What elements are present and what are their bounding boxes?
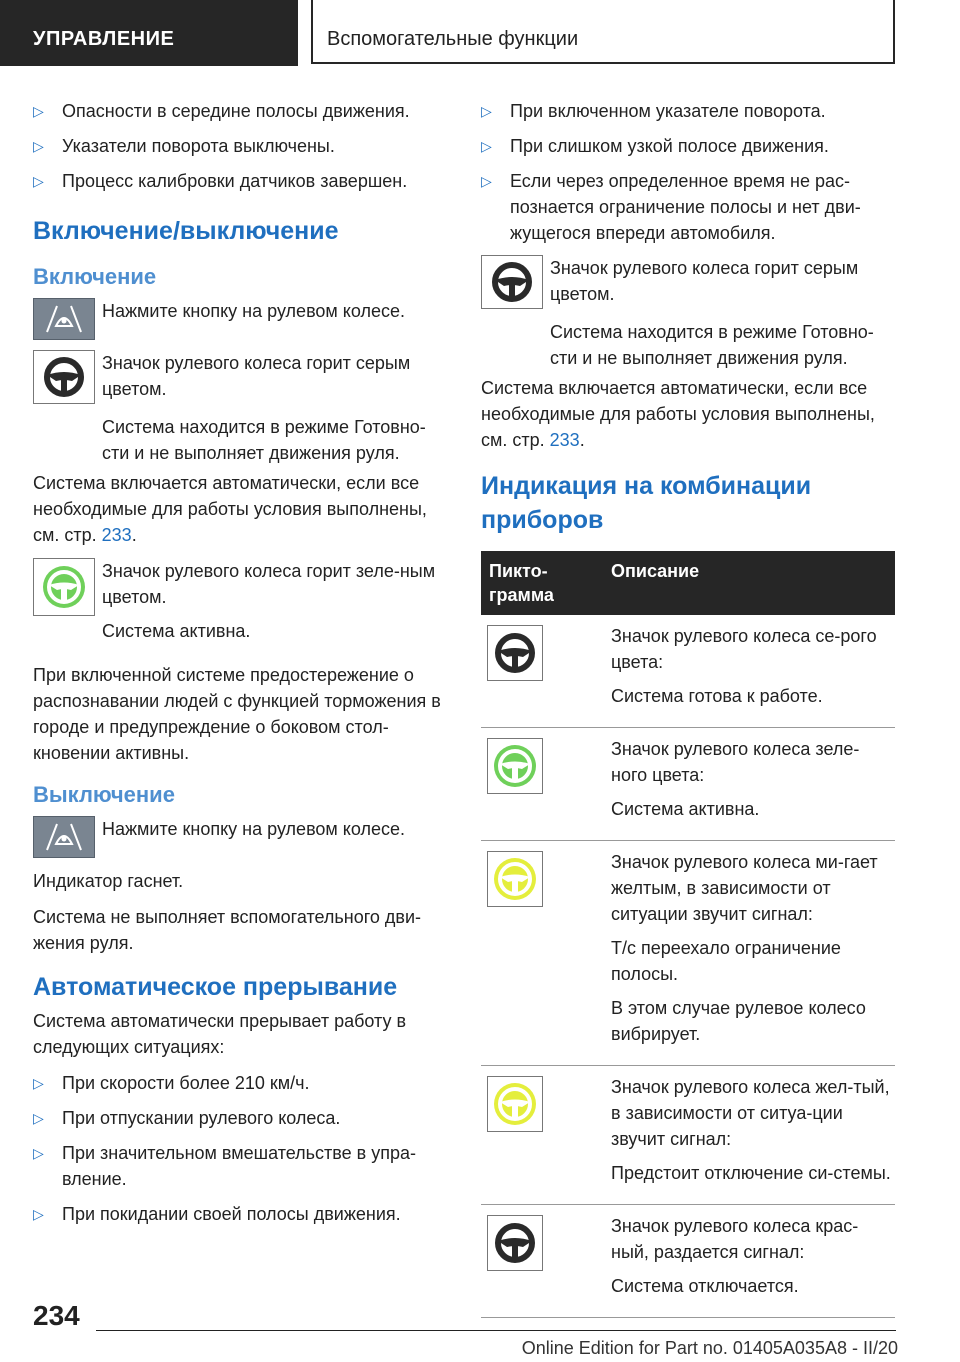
button-instruction-off: Нажмите кнопку на рулевом колесе. <box>33 816 447 858</box>
list-item: ▷ Если через определенное время не рас-познается ограничение полосы и нет дви-жущегося впереди автомобиля. <box>481 168 895 246</box>
auto-on-paragraph: Система включается автоматически, если все необходимые для работы условия выполнены, см. стр. 233. <box>33 473 427 545</box>
table-row: Значок рулевого колеса жел-тый, в зависимости от ситуа-ции звучит сигнал: Предстоит отключение си-стемы. <box>481 1066 895 1205</box>
section-header: УПРАВЛЕНИЕ <box>0 0 298 66</box>
steering-wheel-grey-icon <box>487 625 543 681</box>
grey-wheel-info: Значок рулевого колеса горит серым цветом. <box>33 350 447 410</box>
list-item: ▷ Процесс калибровки датчиков завершен. <box>33 168 447 194</box>
list-item: ▷ При скорости более 210 км/ч. <box>33 1070 447 1096</box>
list-item: ▷ При покидании своей полосы движения. <box>33 1201 447 1227</box>
steering-wheel-grey-icon <box>481 255 543 309</box>
table-row: Значок рулевого колеса крас-ный, раздается сигнал: Система отключается. <box>481 1205 895 1318</box>
steering-wheel-yellow-blinking-icon <box>487 851 543 907</box>
heading-interrupt: Автоматическое прерывание <box>33 973 398 1001</box>
footer-divider <box>96 1330 896 1331</box>
list-item: ▷ Указатели поворота выключены. <box>33 133 447 159</box>
lane-assist-button-icon <box>33 816 95 858</box>
indicator-table <box>481 551 895 1318</box>
steering-wheel-green-icon <box>33 558 95 616</box>
heading-on-off: Включение/выключение <box>33 217 339 245</box>
footer-edition: Online Edition for Part no. 01405A035A8 - II/20 <box>521 1338 898 1358</box>
page-link[interactable]: 233 <box>101 525 132 545</box>
heading-on: Включение <box>33 264 157 289</box>
list-item: ▷ При значительном вмешательстве в упра-вление. <box>33 1140 447 1192</box>
triangle-bullet-icon: ▷ <box>481 173 492 189</box>
heading-off: Выключение <box>33 782 175 807</box>
page-title: Вспомогательные функции <box>311 0 895 64</box>
triangle-bullet-icon: ▷ <box>33 103 44 119</box>
steering-wheel-grey-icon <box>33 350 95 404</box>
heading-display: Индикация на комбинации приборов <box>481 472 812 534</box>
triangle-bullet-icon: ▷ <box>33 138 44 154</box>
page-number: 234 <box>33 1300 80 1331</box>
steering-wheel-red-icon <box>487 1215 543 1271</box>
table-row: Значок рулевого колеса зеле-ного цвета: Система активна. <box>481 728 895 841</box>
triangle-bullet-icon: ▷ <box>481 103 492 119</box>
table-header: Пикто-грамма Описание <box>481 551 895 615</box>
list-item: ▷ При отпускании рулевого колеса. <box>33 1105 447 1131</box>
triangle-bullet-icon: ▷ <box>33 1145 44 1161</box>
left-column: ▷ Опасности в середине полосы движения. ▷ Указатели поворота выключены. ▷ Процесс калибровки датчиков завершен. Включение/выключение Включение Нажмите кнопку на рулевом колесе. Значок рулевого колеса горит серым цветом. Система находится в режиме Готовно-сти и не выполняет движения руля. Система включается автоматически, если все необходимые для работы условия выполнены, см. стр. 233. Значок рулевого колеса горит зеле-ным цветом. Система активна. При включенной системе предостережение о распознавании людей с функцией торможения в городе и предупреждение о боковом стол-кновении активны. Выключение Нажмите кнопку на рулевом колесе. Индикатор гаснет. Система не выполняет вспомогательного дви-жения руля. Автоматическое прерывание Система автоматически прерывает работу в следующих ситуациях: ▷ При скорости более 210 км/ч. ▷ При отпускании рулевого колеса. ▷ При значительном вмешательстве в упра-вление. ▷ При покидании своей полосы движения. <box>33 98 447 1236</box>
steering-wheel-green-icon <box>487 738 543 794</box>
page-link[interactable]: 233 <box>549 430 580 450</box>
triangle-bullet-icon: ▷ <box>481 138 492 154</box>
lane-assist-button-icon <box>33 298 95 340</box>
active-paragraph: При включенной системе предостережение о распознавании людей с функцией торможения в городе и предупреждение о боковом стол-кновении активны. <box>33 665 441 763</box>
list-item: ▷ При включенном указателе поворота. <box>481 98 895 124</box>
grey-wheel-info: Значок рулевого колеса горит серым цветом. <box>481 255 895 315</box>
list-item: ▷ При слишком узкой полосе движения. <box>481 133 895 159</box>
steering-wheel-yellow-icon <box>487 1076 543 1132</box>
list-item: ▷ Опасности в середине полосы движения. <box>33 98 447 124</box>
triangle-bullet-icon: ▷ <box>33 1206 44 1222</box>
green-wheel-info: Значок рулевого колеса горит зеле-ным цветом. Система активна. <box>33 558 447 652</box>
auto-on-paragraph: Система включается автоматически, если все необходимые для работы условия выполнены, см. стр. 233. <box>481 378 875 450</box>
triangle-bullet-icon: ▷ <box>33 173 44 189</box>
triangle-bullet-icon: ▷ <box>33 1110 44 1126</box>
right-column: ▷ При включенном указателе поворота. ▷ При слишком узкой полосе движения. ▷ Если через определенное время не рас-познается ограничение полосы и нет дви-жущегося впереди автомобиля. Значок рулевого колеса горит серым цветом. Система находится в режиме Готовно-сти и не выполняет движения руля. Система включается автоматически, если все необходимые для работы условия выполнены, см. стр. 233. Индикация на комбинации приборов Пикто-грамма Описание Значок рулевого колеса се-рого цвета: Система готова к работе. Значок рулевого колеса зеле-ного цвета: Система активна. Значок рулевого колеса ми-гает желтым, в зависимости от ситуации звучит сигнал: Т/с переехало ограничение полосы. В этом случае рулевое колесо вибрирует. Значок рулевого колеса жел-тый, в зависимости от ситуа-ции звучит сигнал: Предстоит отключение си-стемы. Значок рулевого колеса крас-ный, раздается сигнал: Система отключается. <box>481 98 895 1318</box>
button-instruction: Нажмите кнопку на рулевом колесе. <box>33 298 447 340</box>
table-row: Значок рулевого колеса ми-гает желтым, в зависимости от ситуации звучит сигнал: Т/с переехало ограничение полосы. В этом случае рулевое колесо вибрирует. <box>481 841 895 1066</box>
table-row: Значок рулевого колеса се-рого цвета: Система готова к работе. <box>481 615 895 728</box>
triangle-bullet-icon: ▷ <box>33 1075 44 1091</box>
